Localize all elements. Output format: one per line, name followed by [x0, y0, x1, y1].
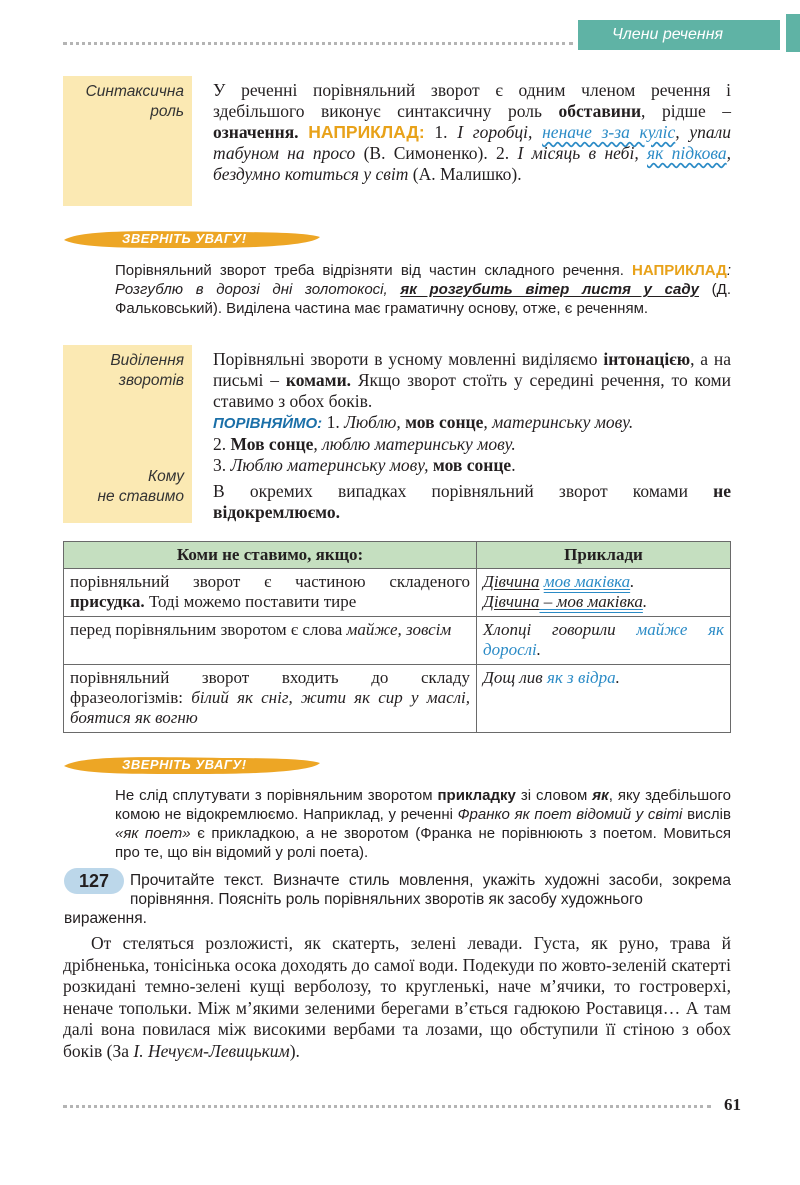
table-cell: Хлопці говорили майже як дорослі. — [477, 617, 731, 665]
table-row — [64, 617, 731, 665]
top-dotted-rule — [63, 42, 573, 45]
syntax-role-paragraph: У реченні порівняльний зворот є одним членом речення і здебільшого виконує синтаксичну роль обставини, рідше – означення. НАПРИКЛАД: 1. І горобці, неначе з-за куліс, упали табуном на просо (В. Симоненко). 2. І місяць в небі, як підкова, бездумно котиться у світ (А. Малишко). — [213, 80, 732, 184]
table-row — [64, 569, 731, 617]
attention-banner — [62, 227, 322, 251]
exercise-instructions: Прочитайте текст. Визначте стиль мовлення, укажіть художні засоби, зокрема порівняння. Поясніть роль порівняльних зворотів як засобу художнього вираження. — [64, 872, 731, 927]
side-label-highlighting: Виділення зворотів Кому не ставимо — [63, 345, 192, 523]
table-cell: перед порівняльним зворотом є слова майже, зовсім — [64, 617, 477, 665]
section-tab: Члени речення — [578, 20, 780, 50]
compare-label: ПОРІВНЯЙМО: — [213, 415, 323, 432]
table-cell: Дощ лив як з відра. — [477, 665, 731, 733]
example-label: НАПРИКЛАД: — [308, 122, 425, 142]
attention-label: ЗВЕРНІТЬ УВАГУ! — [122, 231, 247, 246]
section-tab-edge — [786, 14, 800, 52]
attention-note-1: Порівняльний зворот треба відрізняти від частин складного речення. НАПРИКЛАД: Розгублю в дорозі дні золотокосі, як розгубить вітер листя у саду (Д. Фальковський). Виділена частина має граматичну основу, отже, є реченням. — [115, 262, 731, 317]
table-cell: порівняльний зворот входить до складу фразеологізмів: білий як сніг, жити як сир у маслі, боятися як вогню — [64, 665, 477, 733]
page-number: 61 — [724, 1095, 741, 1114]
highlighting-paragraph: Порівняльні звороти в усному мовленні виділяємо інтонацією, а на письмі – комами. Якщо зворот стоїть у середині речення, то коми ставимо з обох боків. ПОРІВНЯЙМО: 1. Люблю, мов сонце, материнську мову. 2. Мов сонце, люблю материнську мову. 3. Люблю материнську мову, мов сонце. — [213, 349, 731, 475]
table-header-cell: Приклади — [477, 542, 731, 569]
exercise-number-badge: 127 — [64, 868, 124, 894]
example-label: НАПРИКЛАД — [632, 262, 727, 279]
comparison-phrase: як підкова — [647, 143, 727, 163]
no-comma-paragraph: В окремих випадках порівняльний зворот комами не відокремлюємо. — [213, 481, 731, 522]
comparison-phrase: неначе з-за куліс — [542, 122, 676, 142]
table-cell: Дівчина мов маківка. Дівчина – мов маківка. — [477, 569, 731, 617]
attention-note-2: Не слід сплутувати з порівняльним зворотом прикладку зі словом як, яку здебільшого комою не відокремлюємо. Наприклад, у реченні Франко як поет відомий у світі вислів «як поет» є прикладкою, а не зворотом (Франка не порівнюють з поетом. Мовиться про те, що він відомий у ролі поета). — [115, 787, 731, 861]
reading-text: От стеляться розложисті, як скатерть, зелені левади. Густа, як руно, трава й дрібненька, тонісінька осока доходять до самої води. Подекуди по жовто-зеленій скатерті розкидані темно-зелені кущі верболозу, то кругленькі, наче м’ячики, то гостроверхі, неначе топольки. Між м’якими зеленими берегами в’ється гадюкою Роставиця… А там далі вона повилася між високими вербами та лозами, що обступили її стіною з обох боків (За І. Нечуєм-Левицьким). — [63, 933, 731, 1061]
table-header-cell: Коми не ставимо, якщо: — [64, 542, 477, 569]
side-label-syntax-role: Синтаксична роль — [63, 76, 192, 206]
table-cell: порівняльний зворот є частиною складеного присудка. Тоді можемо поставити тире — [64, 569, 477, 617]
rules-table — [63, 541, 731, 733]
table-header-row — [64, 542, 731, 569]
attention-label: ЗВЕРНІТЬ УВАГУ! — [122, 757, 247, 772]
table-row — [64, 665, 731, 733]
bottom-dotted-rule — [63, 1105, 711, 1108]
attention-banner — [62, 753, 322, 777]
